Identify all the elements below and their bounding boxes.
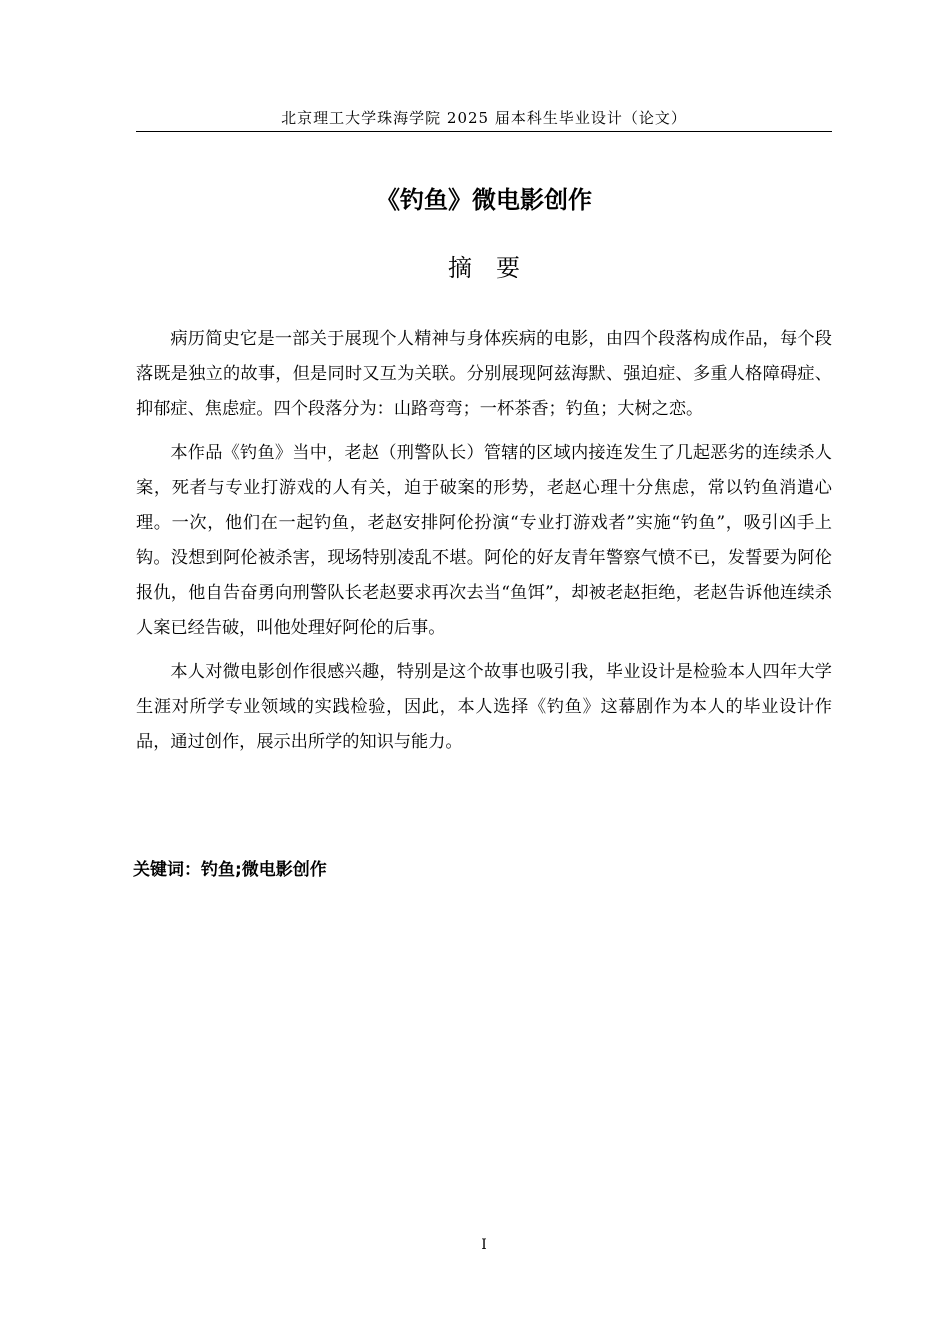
abstract-body: [136, 322, 832, 769]
abstract-heading: 摘要: [448, 254, 544, 282]
page-header: 北京理工大学珠海学院 2025 届本科生毕业设计（论文）: [281, 109, 687, 127]
document-title: 《钓鱼》微电影创作: [376, 186, 592, 214]
abstract-paragraph-1: 病历简史它是一部关于展现个人精神与身体疾病的电影，由四个段落构成作品，每个段落既是独立的故事，但是同时又互为关联。分别展现阿兹海默、强迫症、多重人格障碍症、抑郁症、焦虑症。四个段落分为：山路弯弯；一杯茶香；钓鱼；大树之恋。: [136, 329, 832, 419]
page-number: I: [481, 1237, 487, 1253]
header-divider: [136, 131, 832, 132]
abstract-paragraph-3: 本人对微电影创作很感兴趣，特别是这个故事也吸引我，毕业设计是检验本人四年大学生涯对所学专业领域的实践检验，因此，本人选择《钓鱼》这幕剧作为本人的毕业设计作品，通过创作，展示出所学的知识与能力。: [136, 662, 832, 752]
keywords-line: 关键词：钓鱼;微电影创作: [133, 860, 327, 880]
abstract-paragraph-2: 本作品《钓鱼》当中，老赵（刑警队长）管辖的区域内接连发生了几起恶劣的连续杀人案，死者与专业打游戏的人有关，迫于破案的形势，老赵心理十分焦虑，常以钓鱼消遣心理。一次，他们在一起钓鱼，老赵安排阿伦扮演“专业打游戏者”实施“钓鱼”，吸引凶手上钩。没想到阿伦被杀害，现场特别凌乱不堪。阿伦的好友青年警察气愤不已，发誓要为阿伦报仇，他自告奋勇向刑警队长老赵要求再次去当“鱼饵”，却被老赵拒绝，老赵告诉他连续杀人案已经告破，叫他处理好阿伦的后事。: [136, 443, 832, 638]
